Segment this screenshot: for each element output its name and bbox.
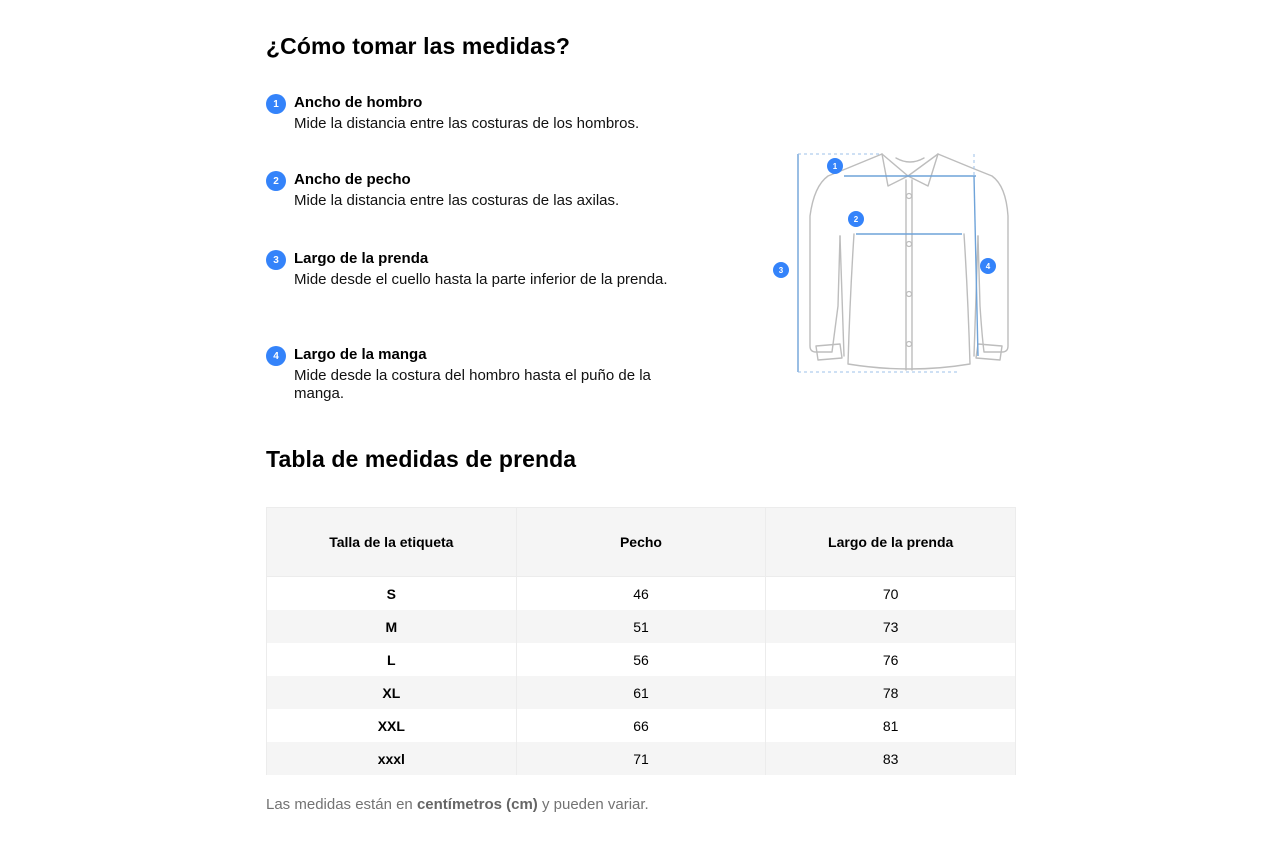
column-header-size: Talla de la etiqueta	[267, 508, 517, 577]
marker-2: 2	[853, 215, 859, 224]
chest-cell: 46	[516, 577, 766, 611]
step-number-badge: 3	[266, 250, 286, 270]
marker-3: 3	[778, 266, 784, 275]
step-garment-length	[266, 249, 686, 289]
marker-4: 4	[985, 262, 991, 271]
how-to-measure-title: ¿Cómo tomar las medidas?	[266, 33, 571, 59]
column-header-length: Largo de la prenda	[766, 508, 1016, 577]
step-title: Ancho de pecho	[294, 171, 411, 188]
chest-cell: 66	[516, 709, 766, 742]
length-cell: 76	[766, 643, 1016, 676]
units-note-prefix: Las medidas están en	[266, 796, 417, 813]
chest-cell: 56	[516, 643, 766, 676]
table-row	[267, 709, 1016, 742]
table-row	[267, 742, 1016, 775]
size-cell: M	[267, 610, 517, 643]
units-note-suffix: y pueden variar.	[537, 796, 649, 813]
step-description: Mide la distancia entre las costuras de las axilas.	[294, 192, 620, 209]
length-cell: 83	[766, 742, 1016, 775]
size-cell: XL	[267, 676, 517, 709]
step-description: Mide desde la costura del hombro hasta el puño de la manga.	[294, 367, 651, 402]
chest-cell: 51	[516, 610, 766, 643]
table-row	[267, 676, 1016, 709]
table-row	[267, 577, 1016, 611]
size-cell: L	[267, 643, 517, 676]
step-description: Mide desde el cuello hasta la parte inferior de la prenda.	[294, 271, 668, 288]
column-header-chest: Pecho	[516, 508, 766, 577]
units-note-unit: centímetros (cm)	[416, 796, 538, 813]
length-cell: 81	[766, 709, 1016, 742]
table-header-row	[267, 508, 1016, 577]
step-number-badge: 1	[266, 94, 286, 114]
shirt-diagram-icon	[770, 146, 1015, 381]
size-table-title: Tabla de medidas de prenda	[266, 446, 577, 472]
table-row	[267, 610, 1016, 643]
length-cell: 73	[766, 610, 1016, 643]
size-table	[266, 507, 1016, 775]
step-shoulder-width	[266, 93, 696, 133]
step-number-badge: 2	[266, 171, 286, 191]
step-title: Largo de la manga	[294, 346, 427, 363]
step-chest-width	[266, 170, 696, 210]
chest-cell: 61	[516, 676, 766, 709]
step-description: Mide la distancia entre las costuras de los hombros.	[294, 115, 640, 132]
units-note	[266, 796, 649, 813]
marker-1: 1	[832, 162, 838, 171]
step-title: Ancho de hombro	[294, 94, 423, 111]
table-row	[267, 643, 1016, 676]
step-sleeve-length	[266, 345, 686, 403]
length-cell: 78	[766, 676, 1016, 709]
size-cell: S	[267, 577, 517, 611]
size-cell: XXL	[267, 709, 517, 742]
length-cell: 70	[766, 577, 1016, 611]
chest-cell: 71	[516, 742, 766, 775]
step-number-badge: 4	[266, 346, 286, 366]
step-title: Largo de la prenda	[294, 250, 429, 267]
size-cell: xxxl	[267, 742, 517, 775]
